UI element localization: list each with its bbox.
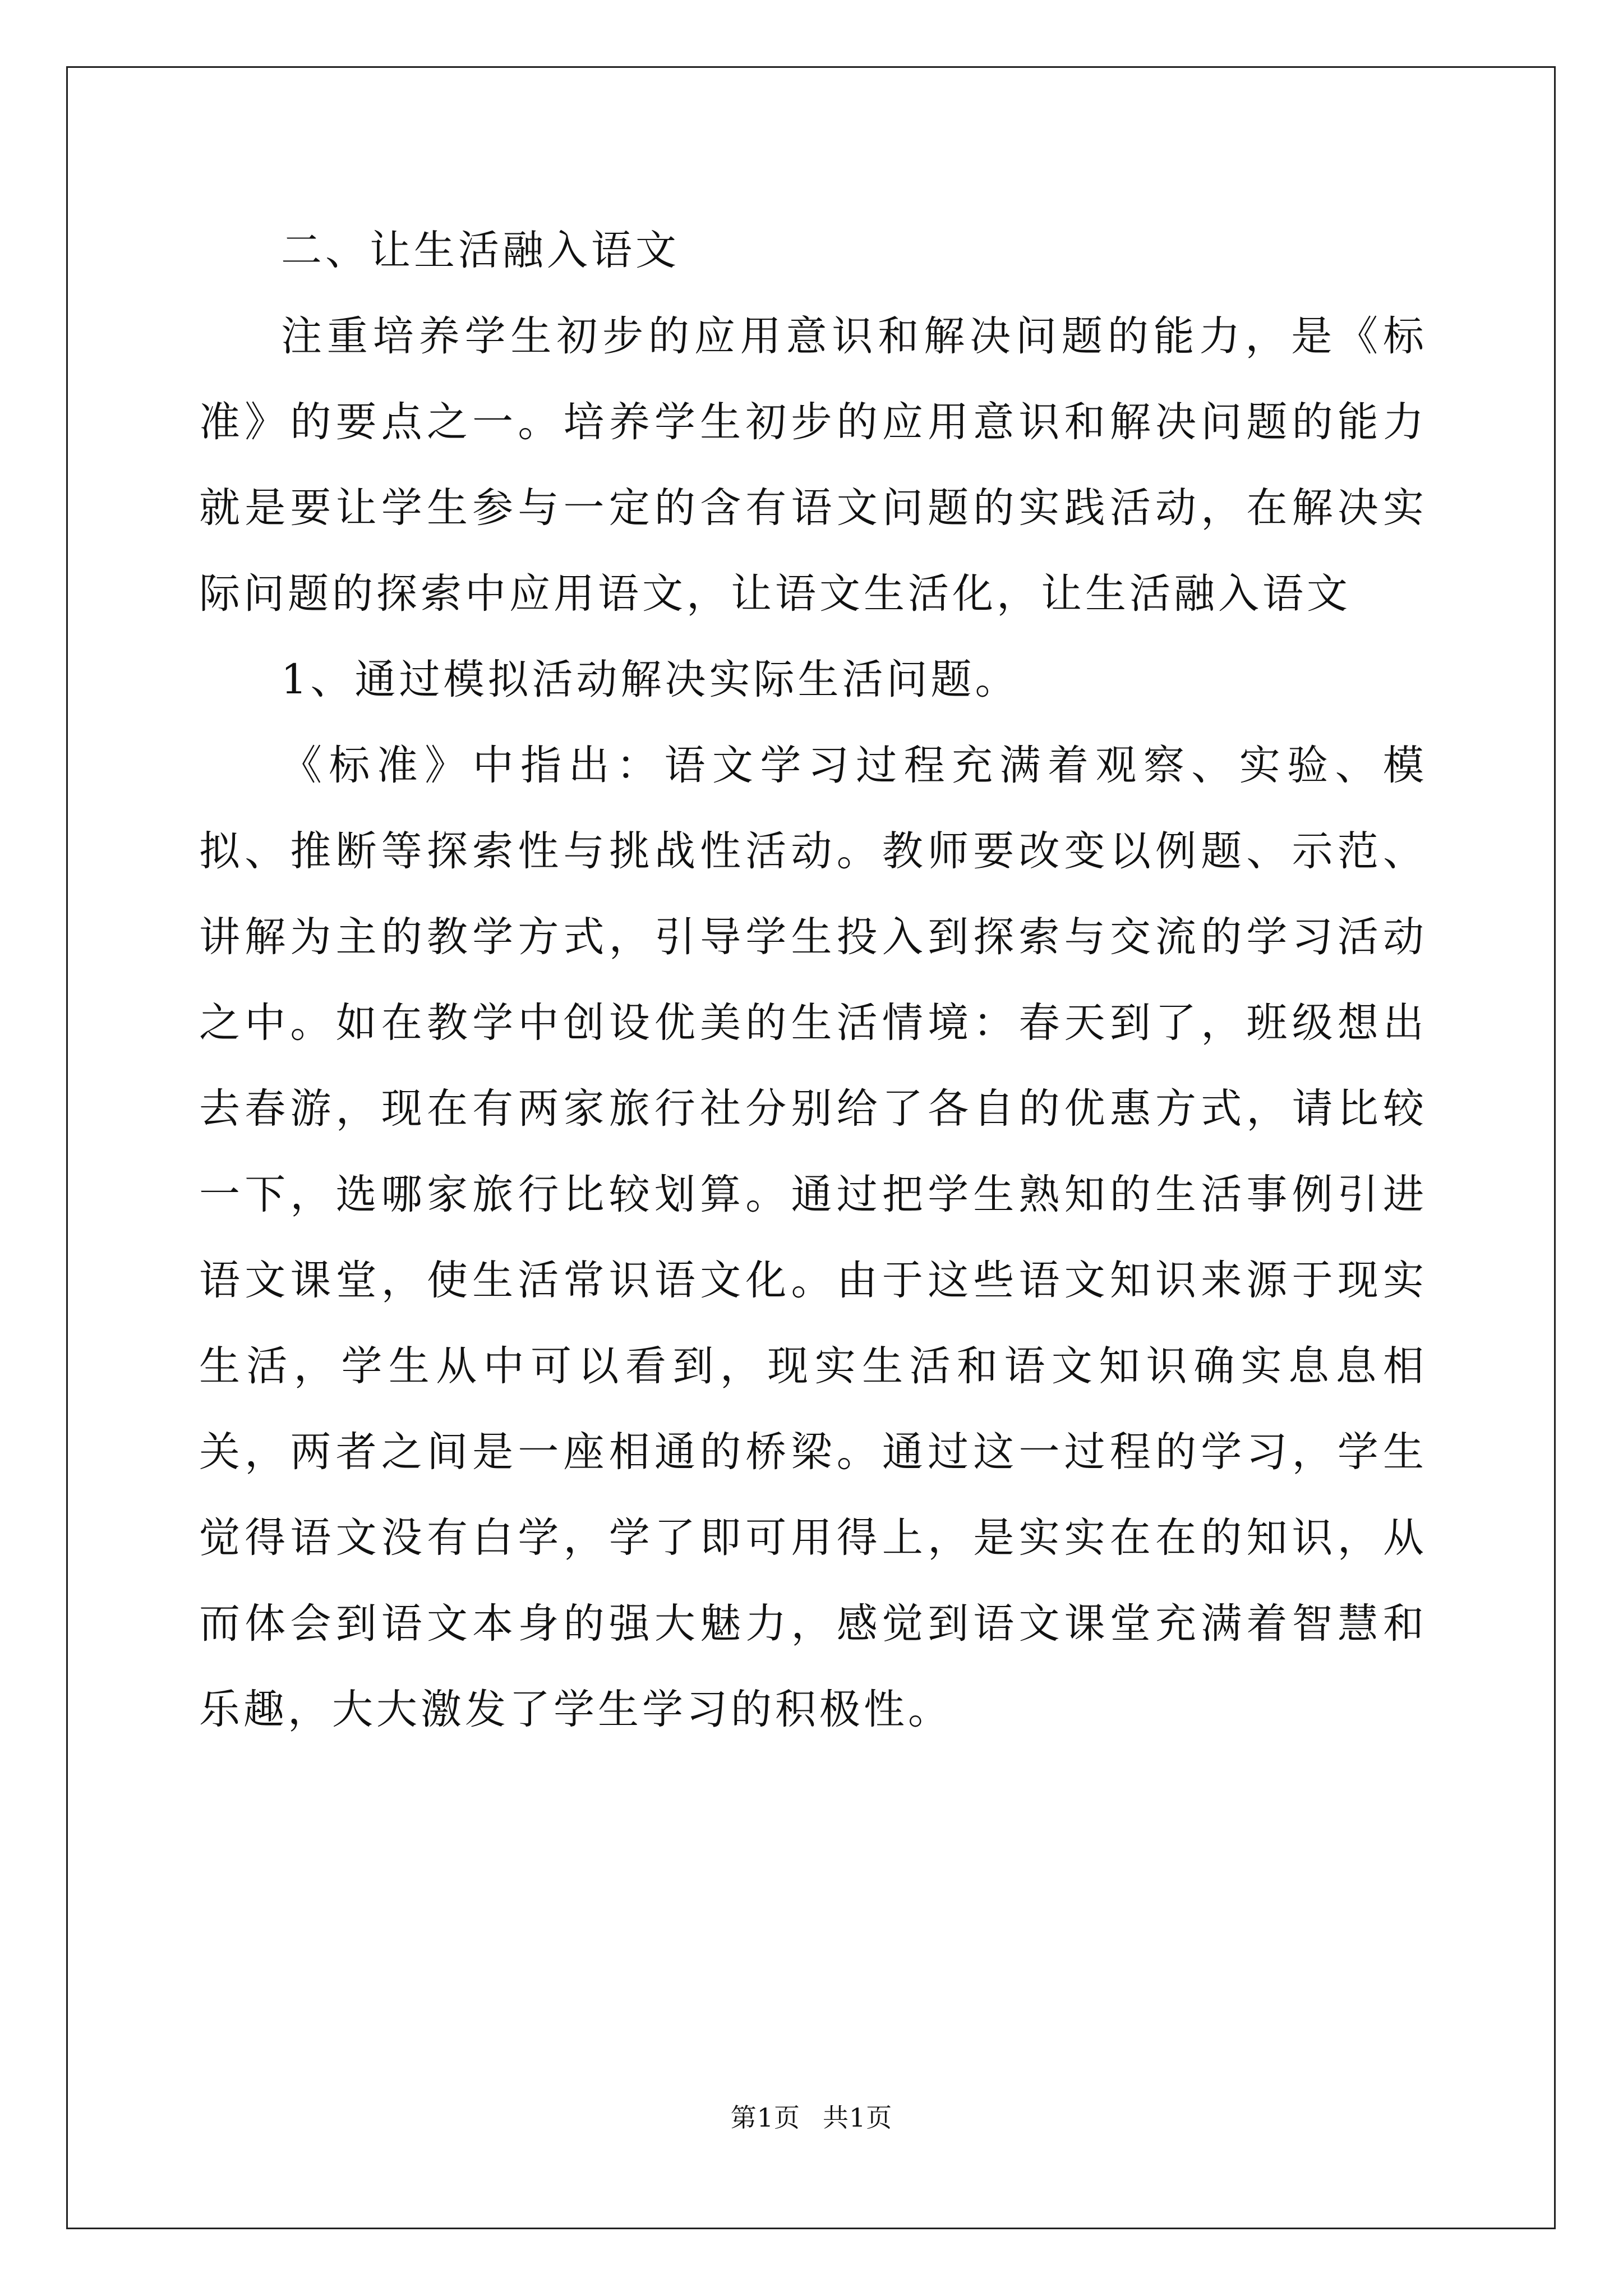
paragraph-body: 《标准》中指出：语文学习过程充满着观察、实验、模拟、推断等探索性与挑战性活动。教师要改变以例题、示范、讲解为主的教学方式，引导学生投入到探索与交流的学习活动之中。如在教学中创设优美的生活情境：春天到了，班级想出去春游，现在有两家旅行社分别给了各自的优惠方式，请比较一下，选哪家旅行比较划算。通过把学生熟知的生活事例引进语文课堂，使生活常识语文化。由于这些语文知识来源于现实生活，学生从中可以看到，现实生活和语文知识确实息息相关，两者之间是一座相通的桥梁。通过这一过程的学习，学生觉得语文没有白学，学了即可用得上，是实实在在的知识，从而体会到语文本身的强大魅力，感觉到语文课堂充满着智慧和乐趣，大大激发了学生学习的积极性。: [199, 742, 1427, 1733]
subsection-heading: 1、通过模拟活动解决实际生活问题。: [281, 656, 1020, 703]
paragraph-intro: 注重培养学生初步的应用意识和解决问题的能力，是《标准》的要点之一。培养学生初步的应用意识和解决问题的能力就是要让学生参与一定的含有语文问题的实践活动，在解决实际问题的探索中应用语文，让语文生活化，让生活融入语文: [199, 312, 1427, 618]
section-heading: 二、让生活融入语文: [281, 227, 680, 274]
page-number: 第1页: [730, 2102, 800, 2133]
document-body: [199, 208, 1427, 1752]
page-footer: [0, 2101, 1623, 2134]
page-total: 共1页: [823, 2102, 893, 2133]
